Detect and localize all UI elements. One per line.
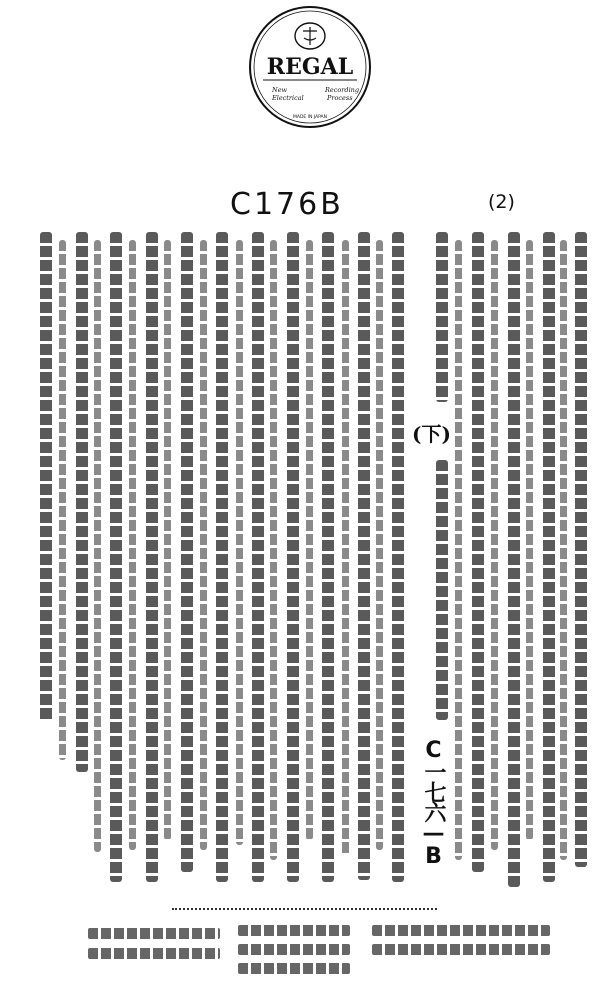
text-column [560, 240, 567, 860]
record-number: C176B [230, 187, 344, 222]
page-number: (2) [488, 191, 515, 213]
text-column [146, 232, 158, 882]
side-label: C一七六—B [421, 738, 446, 867]
text-column [436, 232, 448, 402]
text-column [526, 240, 533, 840]
text-column [455, 240, 462, 860]
colophon-line [238, 944, 350, 955]
text-column [59, 240, 66, 760]
text-column [287, 232, 299, 882]
text-column [342, 240, 349, 855]
text-column [252, 232, 264, 882]
text-column [508, 232, 520, 887]
text-column [216, 232, 228, 882]
text-column [543, 232, 555, 882]
text-column [358, 232, 370, 880]
text-column [376, 240, 383, 850]
text-column [270, 240, 277, 860]
text-column [110, 232, 122, 882]
svg-text:MADE IN JAPAN: MADE IN JAPAN [292, 115, 328, 120]
text-column [200, 240, 207, 850]
section-mark: (下) [412, 422, 451, 446]
colophon-line [238, 925, 350, 936]
text-column [181, 232, 193, 872]
text-column [322, 232, 334, 882]
regal-label-logo [245, 2, 375, 132]
brand-name: REGAL [266, 54, 354, 80]
text-column [76, 232, 88, 772]
colophon-line [372, 944, 550, 955]
svg-text:New: New [272, 86, 288, 94]
text-column [164, 240, 171, 840]
text-column [436, 460, 448, 720]
trademark-emblem-icon [295, 23, 325, 49]
text-column [392, 232, 404, 882]
text-column [306, 240, 313, 840]
colophon-line [88, 948, 220, 959]
colophon-line [372, 925, 550, 936]
colophon-line [88, 928, 220, 939]
text-column [129, 240, 136, 850]
text-column [472, 232, 484, 872]
svg-text:Recording: Recording [325, 86, 359, 94]
colophon-divider [172, 908, 437, 910]
text-column [491, 240, 498, 850]
svg-text:Electrical: Electrical [272, 94, 304, 102]
text-column [94, 240, 101, 852]
svg-text:Process: Process [327, 94, 353, 102]
colophon-line [238, 963, 350, 974]
text-column [40, 232, 52, 722]
text-column [575, 232, 587, 867]
text-column [236, 240, 243, 845]
